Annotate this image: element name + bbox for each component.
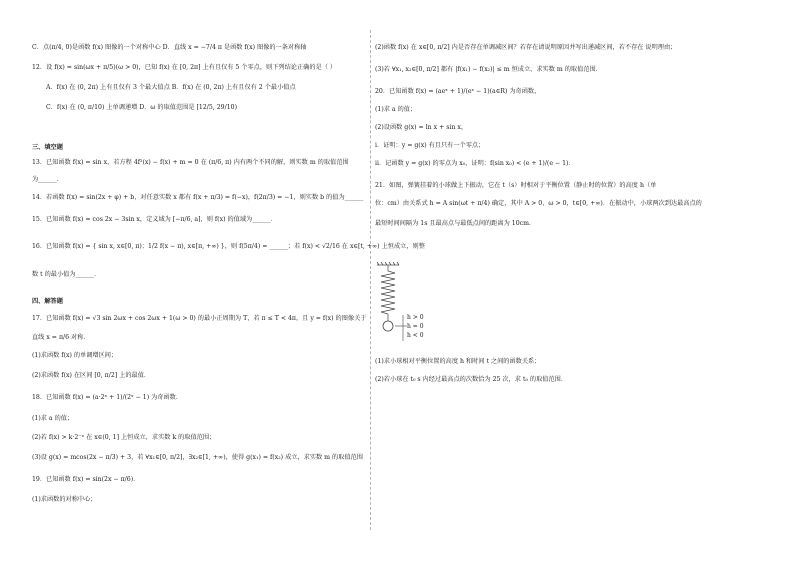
q12-stem: 12．设 f(x) = sin(ωx + π/5)(ω > 0)，已知 f(x) 在 [0, 2π] 上有且仅有 5 个零点，则下列结论正确的是（ ） (32, 64, 337, 71)
label-h-positive: h > 0 (407, 314, 424, 321)
q15-stem: 15．已知函数 f(x) = cos 2x − 3sin x，定义域为 [−π/6, a]，则 f(x) 的值域为______． (32, 216, 277, 223)
section-fill-in: 三、填空题 (32, 144, 63, 151)
q13-blank: 为______． (32, 176, 63, 183)
q17-part-1: (1)求函数 f(x) 的单调增区间； (32, 352, 118, 359)
spring-ball-figure (375, 261, 445, 346)
q21-stem-cont-2: 最短时间间隔为 1s 且最高点与最低点间的距离为 10cm． (375, 220, 536, 227)
section-solutions: 四、解答题 (32, 298, 63, 305)
q19-part-3: (3)若 ∀x₁, x₂∈[0, π/2] 都有 |f(x₁) − f(x₂)| ≤ m 恒成立，求实数 m 的取值范围． (375, 66, 602, 73)
q17-part-2: (2)求函数 f(x) 在区间 [0, π/2] 上的最值． (32, 372, 151, 379)
q21-stem: 21．如图，弹簧挂着的小球做上下振动，它在 t（s）时相对于平衡位置（静止时的位置）的高度 h（单 (375, 182, 657, 189)
q20-part-2: (2)设函数 g(x) = ln x + sin x， (375, 124, 468, 131)
q12-option-ab: A．f(x) 在 (0, 2π) 上有且仅有 3 个最大值点 B．f(x) 在 (0, 2π) 上有且仅有 2 个最小值点 (46, 84, 296, 91)
q18-stem: 18．已知函数 f(x) = (a·2ˣ + 1)/(2ˣ − 1) 为奇函数． (32, 394, 183, 401)
q20-part-2-i: i．证明：y = g(x) 有且只有一个零点； (375, 142, 485, 149)
q12-option-cd: C．f(x) 在 (0, π/10) 上单调递增 D．ω 的取值范围是 [12/5, 29/10) (46, 104, 237, 111)
label-h-zero: h = 0 (407, 323, 424, 330)
spring-coil (381, 265, 395, 321)
column-divider (370, 30, 371, 530)
q18-part-3: (3)设 g(x) = mcos(2x − π/3) + 3，若 ∀x₁∈[0, π/2]，∃x₂∈[1, +∞)，使得 g(x₁) = f(x₂) 成立，求实数 m 的取值范围 (32, 454, 363, 461)
label-h-negative: h < 0 (407, 332, 424, 339)
q19-part-2: (2)函数 f(x) 在 x∈[0, π/2] 内是否存在单调减区间？若存在请说明原因并写出递减区间，若不存在 说明理由； (375, 44, 677, 51)
q18-part-1: (1)求 a 的值； (32, 415, 74, 422)
q20-stem: 20．已知函数 f(x) = (aeˣ + 1)/(eˣ − 1)(a∈R) 为奇函数， (375, 88, 541, 95)
q14-stem: 14．若函数 f(x) = sin(2x + φ) + b，对任意实数 x 都有 f(x + π/3) = f(−x)，f(2π/3) = −1，则实数 b 的值为______ (32, 194, 364, 201)
q16-blank: 数 t 的最小值为______． (32, 271, 101, 278)
q17-stem-cont: 直线 x = π/6 对称． (32, 334, 90, 341)
q17-stem: 17．已知函数 f(x) = √3 sin 2ωx + cos 2ωx + 1(ω > 0) 的最小正周期为 T，若 π ≤ T < 4π，且 y = f(x) 的图像关于 (32, 315, 367, 322)
q21-part-2: (2)若小球在 t₀ s 内经过最高点的次数恰为 25 次，求 t₀ 的取值范围． (375, 376, 568, 383)
q16-stem: 16．已知函数 f(x) = { sin x, x∈[0, π)；1/2 f(x − π), x∈[π, +∞) }，则 f(5π/4) = ______；若 f(x) < √2/16 在 x∈[t, +∞) 上恒成立，则整 (32, 243, 425, 250)
q20-part-1: (1)求 a 的值； (375, 106, 417, 113)
q21-stem-cont: 位：cm）由关系式 h = A sin(ωt + π/4) 确定，其中 A > 0，ω > 0，t∈[0, +∞)．在振动中，小球两次到达最高点的 (375, 200, 702, 207)
q19-part-1: (1)求函数的对称中心； (32, 496, 97, 503)
q18-part-2: (2)若 f(x) > k·2⁻ˣ 在 x∈(0, 1] 上恒成立，求实数 k 的取值范围； (32, 434, 216, 441)
q13-stem: 13．已知函数 f(x) = sin x，若方程 4f²(x) − f(x) + m = 0 在 (π/6, π) 内有两个不同的解，则实数 m 的取值范围 (32, 159, 349, 166)
q20-part-2-ii: ii．记函数 y = g(x) 的零点为 x₀，证明：f(sin x₀) < (e + 1)/(e − 1)． (375, 160, 575, 167)
ceiling-hatch (377, 262, 399, 265)
q19-stem: 19．已知函数 f(x) = sin(2x − π/6)． (32, 476, 140, 483)
ball (383, 321, 393, 331)
q21-part-1: (1)求小球相对平衡位置的高度 h 和时间 t 之间的函数关系； (375, 358, 541, 365)
q11-option-cd: C．点(π/4, 0)是函数 f(x) 图像的一个对称中心 D．直线 x = −7/4 π 是函数 f(x) 图像的一条对称轴 (32, 44, 307, 51)
